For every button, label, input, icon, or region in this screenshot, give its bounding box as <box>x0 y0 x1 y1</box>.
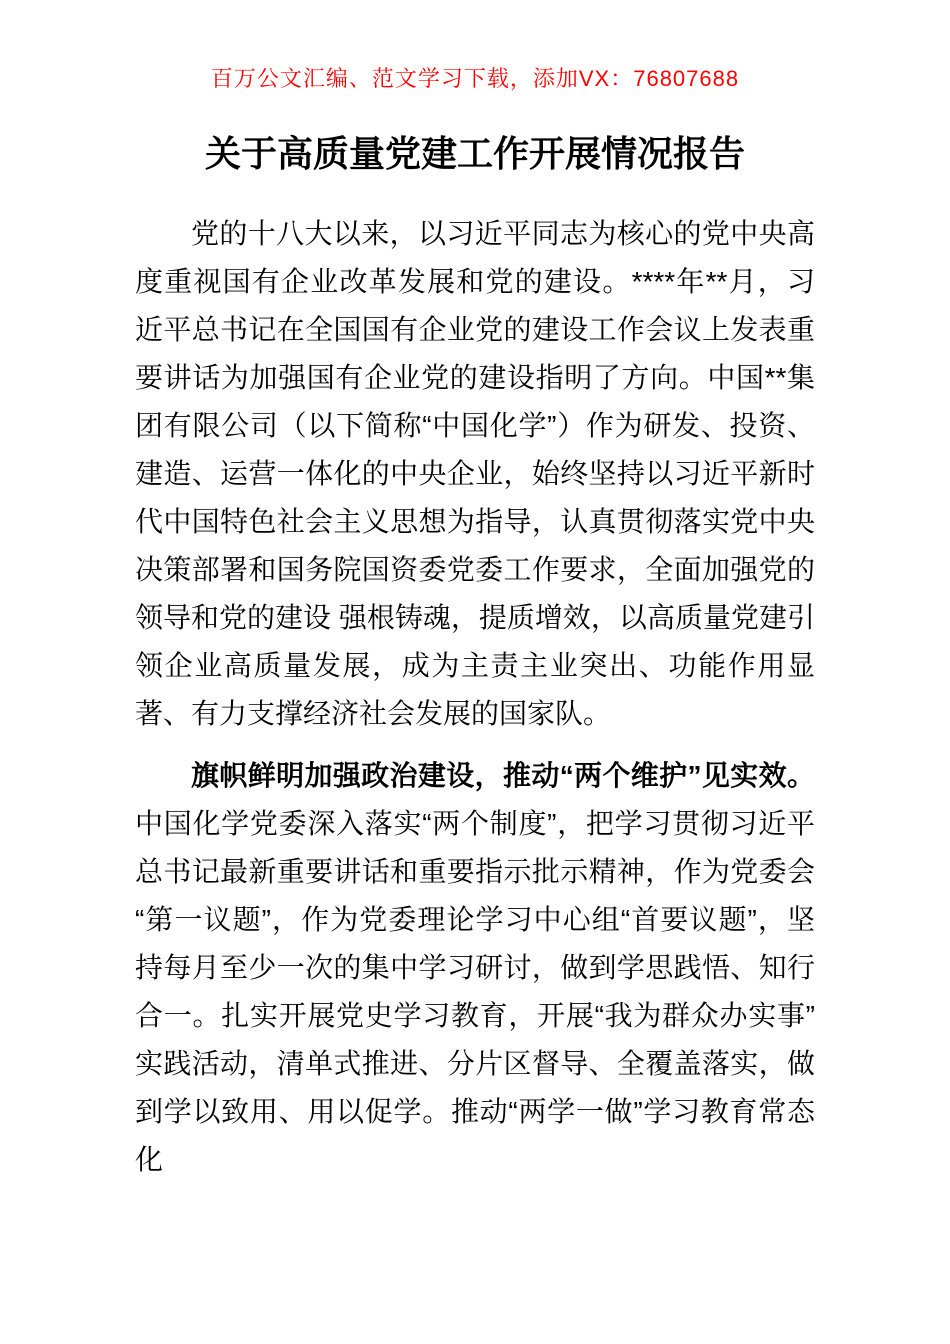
paragraph <box>135 210 815 738</box>
watermark-ad-text: 百万公文汇编、范文学习下载，添加VX：76807688 <box>210 66 740 91</box>
paragraph <box>135 752 815 1184</box>
paragraph-bold-lead: 旗帜鲜明加强政治建设，推动“两个维护”见实效。 <box>191 760 815 791</box>
text-run: 党的十八大以来，以习近平同志为核心的党中央高度重视国有企业改革发展和党的建设。****年**月，习近平总书记在全国国有企业党的建设工作会议上发表重要讲话为加强国有企业党的建设指明了方向。中国**集团有限公司（以下简称“中国化学”）作为研发、投资、建造、运营一体化的中央企业，始终坚持以习近平新时代中国特色社会主义思想为指导，认真贯彻落实党中央决策部署和国务院国资委党委工作要求，全面加强党的领导和党的建设 强根铸魂，提质增效，以高质量党建引领企业高质量发展，成为主责主业突出、功能作用显著、有力支撑经济社会发展的国家队。 <box>135 218 815 729</box>
document-title: 关于高质量党建工作开展情况报告 <box>204 133 745 174</box>
text-run: 中国化学党委深入落实“两个制度”，把学习贯彻习近平总书记最新重要讲话和重要指示批示精神，作为党委会“第一议题”，作为党委理论学习中心组“首要议题”，坚持每月至少一次的集中学习研讨，做到学思践悟、知行合一。扎实开展党史学习教育，开展“我为群众办实事”实践活动，清单式推进、分片区督导、全覆盖落实，做到学以致用、用以促学。推动“两学一做”学习教育常态化 <box>135 808 815 1175</box>
document-body <box>135 210 815 1184</box>
